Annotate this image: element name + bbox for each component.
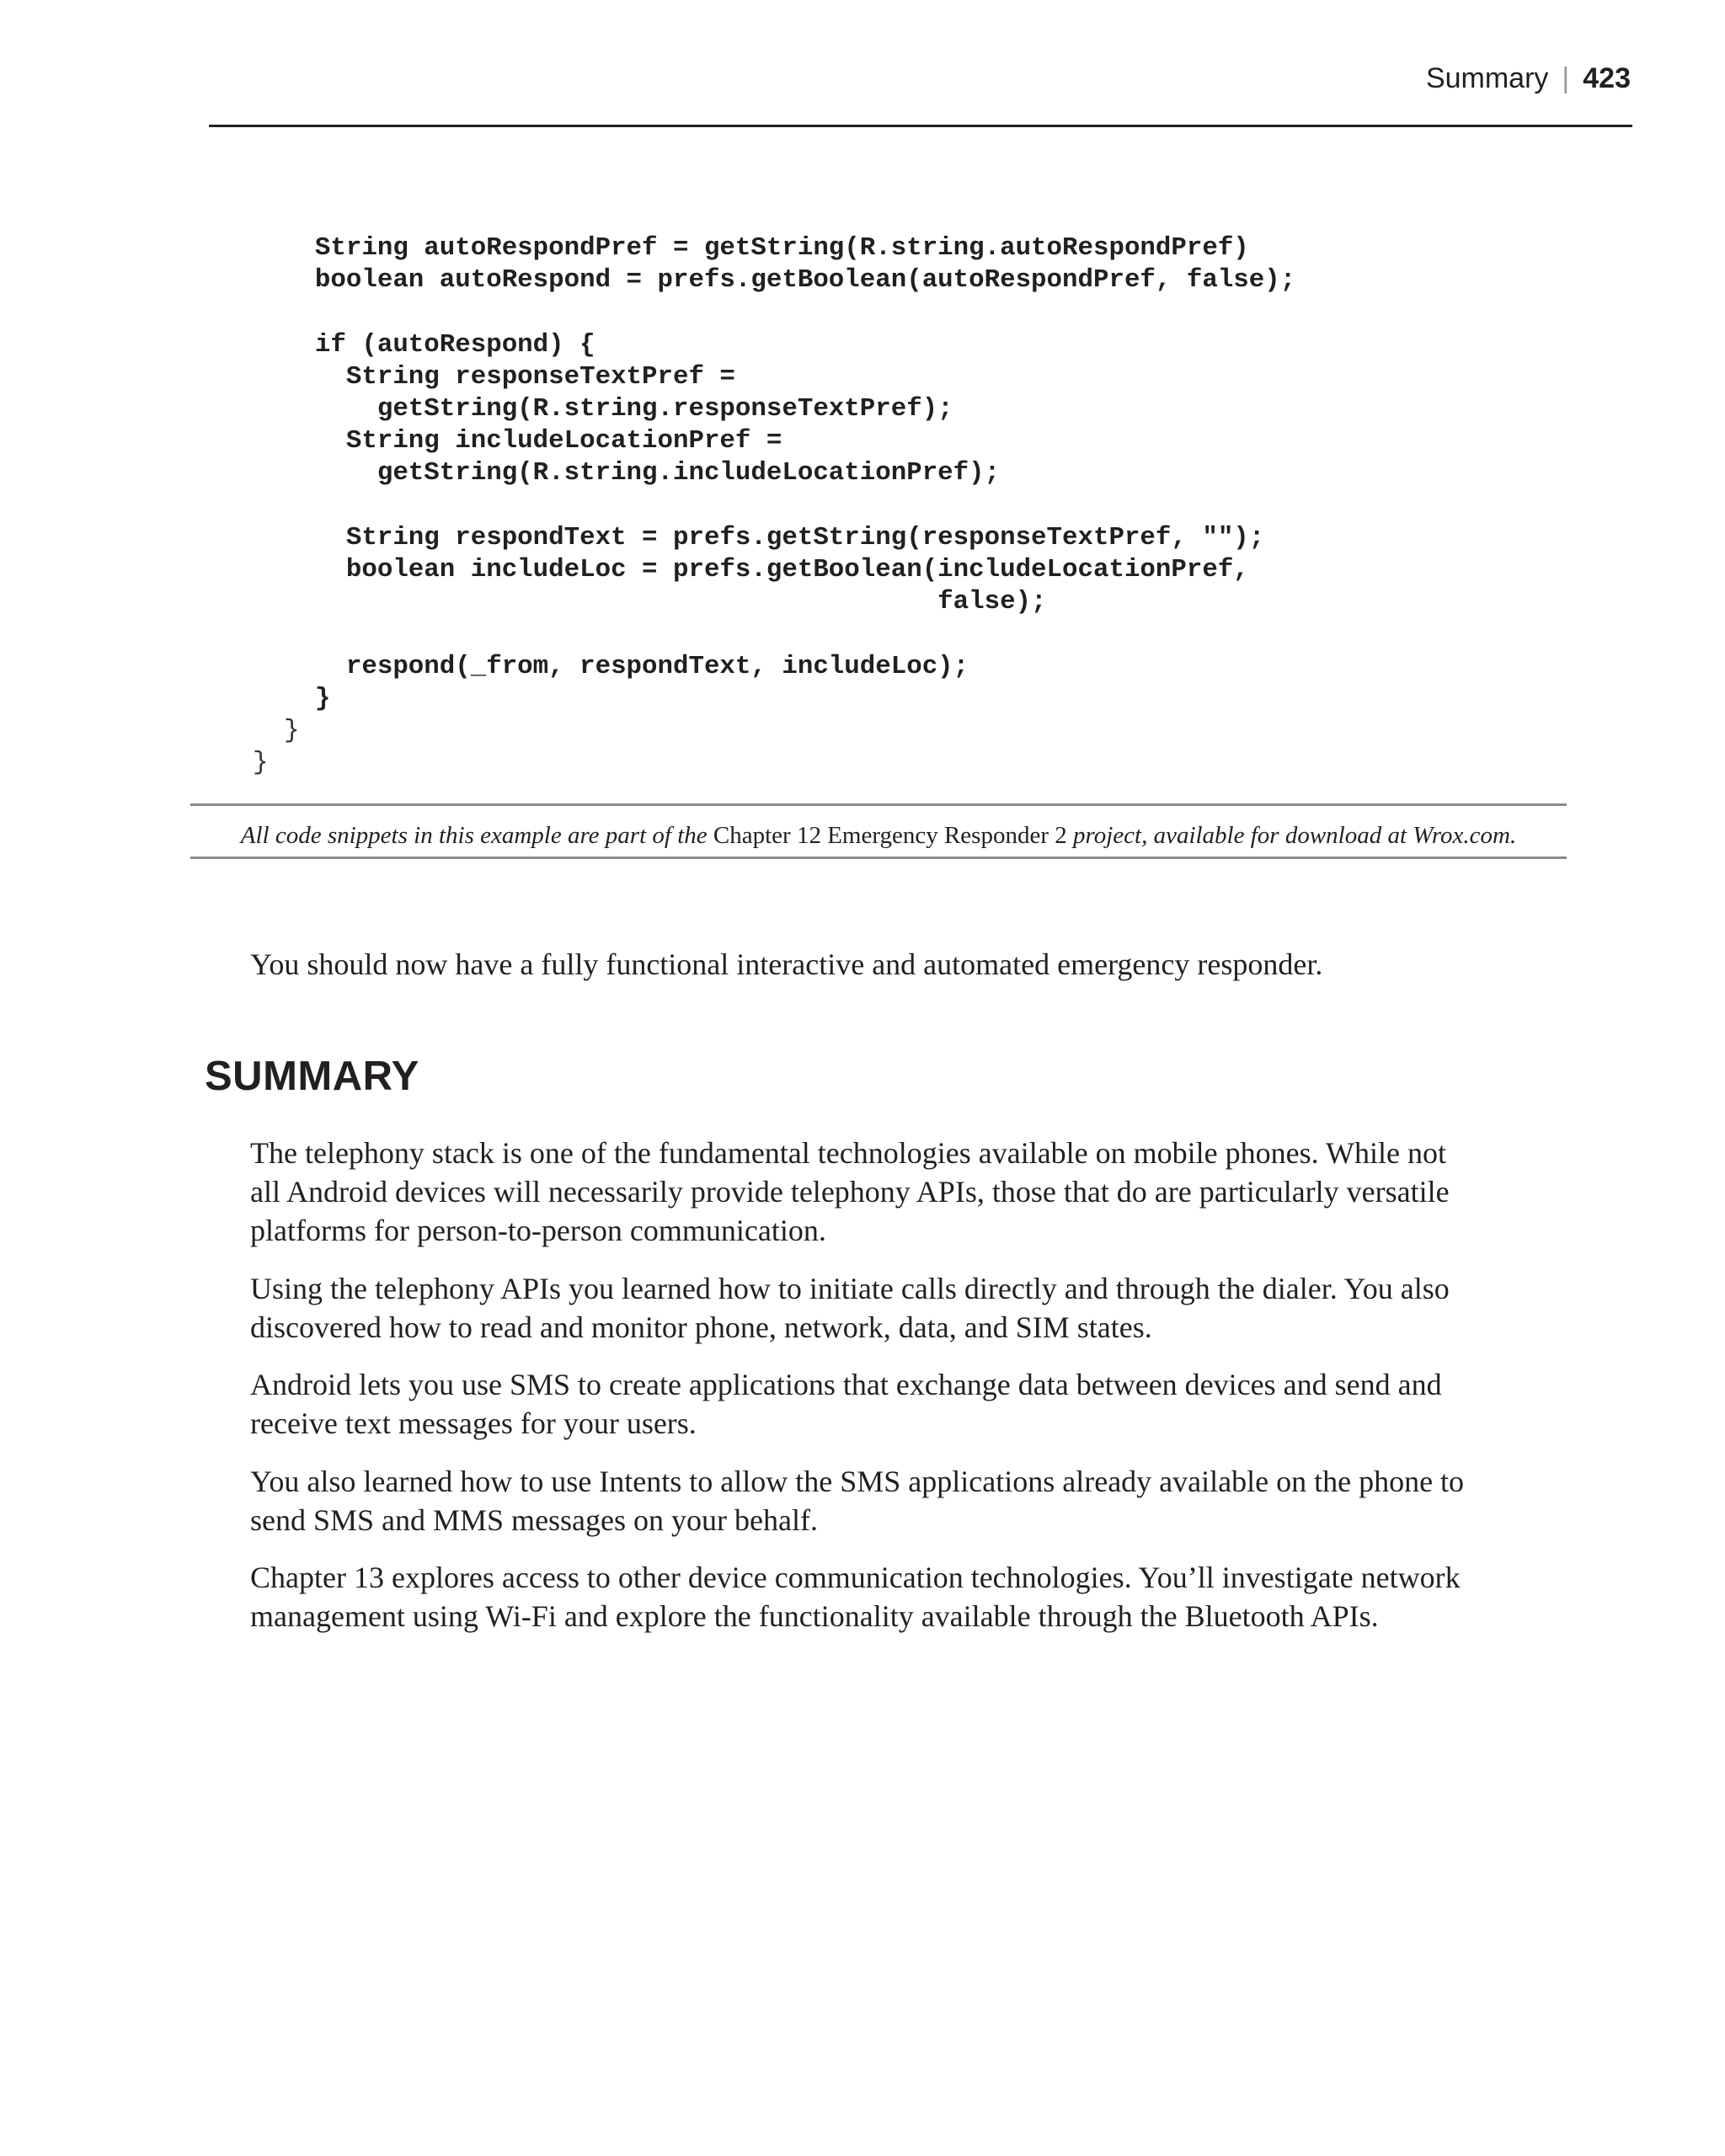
- intro-paragraph: You should now have a fully functional interactive and automated emergency responder.: [250, 947, 1323, 981]
- paragraph-line: Using the telephony APIs you learned how to initiate calls directly and through the dialer. You also: [250, 1272, 1450, 1305]
- paragraph-line: discovered how to read and monitor phone, network, data, and SIM states.: [250, 1310, 1152, 1344]
- code-download-note: [190, 803, 1567, 859]
- note-text-part2: project, available for download at Wrox.com.: [1073, 822, 1517, 849]
- note-project-name: Chapter 12 Emergency Responder 2: [707, 822, 1073, 849]
- paragraph-line: all Android devices will necessarily provide telephony APIs, those that do are particularly versatile: [250, 1175, 1450, 1209]
- code-bold-block: String autoRespondPref = getString(R.string.autoRespondPref) boolean autoRespond = prefs.getBoolean(autoRespondPref, false); if (autoRespond) { String responseTextPref = getString(R.string.responseTextPref); String includeLocationPref = getString(R.string.includeLocationPref); String respondText = prefs.getString(responseTextPref, ""); boolean includeLoc = prefs.getBoolean(includeLocationPref, false); respond(_from, respondText, includeLoc); }: [314, 233, 1296, 713]
- body-paragraph: [250, 1558, 1461, 1636]
- code-closing-brace-outer: }: [253, 748, 269, 778]
- paragraph-line: management using Wi-Fi and explore the functionality available through the Bluetooth APIs.: [250, 1599, 1379, 1633]
- code-closing-brace-inner: }: [253, 716, 300, 746]
- running-header-separator: |: [1562, 62, 1570, 94]
- running-header: [1426, 62, 1631, 95]
- body-paragraph: [250, 1462, 1464, 1540]
- paragraph-line: Chapter 13 explores access to other device communication technologies. You’ll investigate network: [250, 1561, 1461, 1594]
- page-number: 423: [1583, 62, 1631, 94]
- paragraph-line: You also learned how to use Intents to allow the SMS applications already available on the phone to: [250, 1465, 1465, 1498]
- header-rule: [209, 125, 1632, 127]
- body-paragraph: [250, 1134, 1450, 1250]
- body-paragraph: [250, 1365, 1442, 1443]
- paragraph-line: Android lets you use SMS to create applications that exchange data between devices and send and: [250, 1368, 1442, 1401]
- paragraph-line: The telephony stack is one of the fundamental technologies available on mobile phones. While not: [250, 1136, 1446, 1170]
- paragraph-line: send SMS and MMS messages on your behalf.: [250, 1503, 818, 1537]
- running-header-section: Summary: [1425, 62, 1549, 94]
- section-heading: SUMMARY: [205, 1054, 419, 1099]
- paragraph-line: platforms for person-to-person communication.: [250, 1214, 826, 1247]
- body-paragraph: [250, 1269, 1450, 1347]
- note-text-part1: All code snippets in this example are part of the: [240, 822, 708, 849]
- paragraph-line: receive text messages for your users.: [250, 1406, 697, 1440]
- code-listing: [253, 232, 1295, 779]
